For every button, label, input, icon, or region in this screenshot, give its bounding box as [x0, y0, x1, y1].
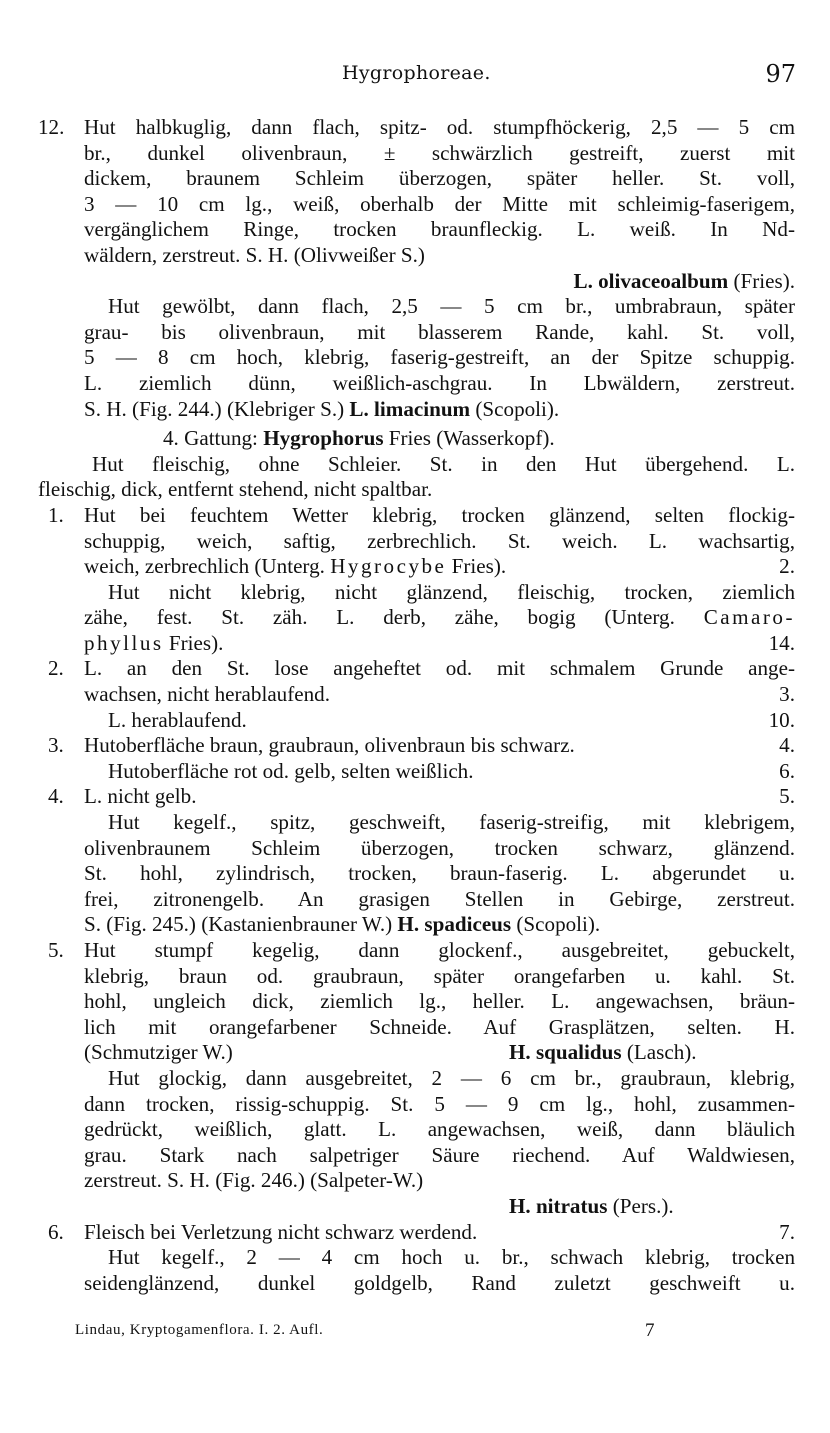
key-reference: 4.: [779, 733, 795, 758]
species-author: (Scopoli).: [470, 396, 560, 421]
text-span: wachsen, nicht herablaufend.: [84, 682, 330, 707]
text-line: fleischig, dick, entfernt stehend, nicht spaltbar.: [38, 477, 433, 502]
genus-name: Hygrophorus: [263, 426, 384, 451]
page-number: 97: [765, 60, 796, 88]
species-name: L. limacinum: [349, 396, 471, 421]
text-span: Fries).: [446, 554, 507, 579]
text-line: Hut gewölbt, dann flach, 2,5 — 5 cm br., umbrabraun, später: [108, 294, 795, 319]
text-line: gedrückt, weißlich, glatt. L. angewachsen, weiß, dann bläulich: [84, 1117, 795, 1142]
species-line: [509, 1194, 674, 1220]
key-number: 4.: [48, 784, 64, 809]
text-span: S. (Fig. 245.) (Kastanienbrauner W.): [84, 912, 398, 937]
text-span: Hut halbkuglig, dann flach, spitz- od. stumpfhöckerig, 2,5 — 5 cm: [84, 115, 795, 139]
text-line: 3 — 10 cm lg., weiß, oberhalb der Mitte mit schleimig-faserigem,: [84, 191, 795, 216]
key-number: 3.: [48, 733, 64, 758]
text-line: [38, 269, 795, 295]
species-author: (Lasch).: [621, 1040, 697, 1065]
species-author: (Scopoli).: [511, 912, 601, 937]
key-reference: 7.: [779, 1219, 795, 1244]
text-line: vergänglichem Ringe, trocken braunfleckig. L. weiß. In Nd-: [84, 217, 795, 242]
species-name: H. spadiceus: [397, 912, 512, 937]
species-line: [574, 269, 796, 295]
genus-heading: [38, 426, 795, 452]
key-reference: 3.: [779, 682, 795, 707]
page-header: [0, 60, 830, 90]
text-line: seidenglänzend, dunkel goldgelb, Rand zuletzt geschweift u.: [84, 1270, 795, 1295]
key-number: 5.: [48, 938, 64, 962]
text-line: zerstreut. S. H. (Fig. 246.) (Salpeter-W.): [84, 1168, 424, 1193]
text-span: Fleisch bei Verletzung nicht schwarz werdend.: [84, 1219, 478, 1244]
text-line: schuppig, weich, saftig, zerbrechlich. St. weich. L. wachsartig,: [84, 528, 795, 553]
text-line: [38, 503, 795, 529]
subgenus-name: Camaro-: [703, 605, 795, 630]
text-span: Hutoberfläche braun, graubraun, olivenbraun bis schwarz.: [84, 733, 575, 758]
key-number: 6.: [48, 1219, 64, 1244]
text-span: L. an den St. lose angeheftet od. mit schmalem Grunde ange-: [84, 656, 795, 681]
text-line: St. hohl, zylindrisch, trocken, braun-faserig. L. abgerundet u.: [84, 861, 795, 886]
text-span: S. H. (Fig. 244.) (Klebriger S.): [84, 396, 350, 421]
text-span: Fries).: [163, 630, 224, 655]
running-title: Hygrophoreae.: [342, 62, 491, 84]
text-line: br., dunkel olivenbraun, ± schwärzlich gestreift, zuerst mit: [84, 140, 795, 165]
text-line: [38, 938, 795, 964]
key-reference: 5.: [779, 784, 795, 809]
text-line: [38, 759, 795, 785]
text-line: [38, 631, 795, 657]
text-line: hohl, ungleich dick, ziemlich lg., heller. L. angewachsen, bräun-: [84, 989, 795, 1014]
key-number: 1.: [48, 502, 64, 527]
text-span: L. nicht gelb.: [84, 784, 197, 809]
key-number: 12.: [38, 115, 65, 139]
key-number: 2.: [48, 656, 64, 681]
subgenus-name: Hygrocybe: [330, 554, 447, 579]
text-span: Hutoberfläche rot od. gelb, selten weißlich.: [108, 758, 474, 783]
text-line: Hut fleischig, ohne Schleier. St. in den Hut übergehend. L.: [92, 451, 795, 476]
text-line: [38, 656, 795, 682]
text-span: zähe, fest. St. zäh. L. derb, zähe, bogig (Unterg.: [84, 605, 704, 630]
text-line: [38, 397, 795, 423]
text-line: [38, 1194, 795, 1220]
text-line: Hut nicht klebrig, nicht glänzend, fleischig, trocken, ziemlich: [108, 579, 795, 604]
species-author: (Pers.).: [607, 1193, 674, 1218]
text-line: [38, 115, 795, 141]
text-line: Hut kegelf., spitz, geschweift, faserig-streifig, mit klebrigem,: [108, 810, 795, 835]
text-line: [38, 912, 795, 938]
text-line: 5 — 8 cm hoch, klebrig, faserig-gestreift, an der Spitze schuppig.: [84, 345, 795, 370]
text-line: [38, 605, 795, 631]
text-line: dann trocken, rissig-schuppig. St. 5 — 9 cm lg., hohl, zusammen-: [84, 1091, 795, 1116]
text-line: [38, 1220, 795, 1246]
text-line: [38, 784, 795, 810]
text-line: grau- bis olivenbraun, mit blasserem Rande, kahl. St. voll,: [84, 319, 795, 344]
text-line: dickem, braunem Schleim überzogen, später heller. St. voll,: [84, 166, 795, 191]
text-span: L. herablaufend.: [108, 707, 247, 732]
key-reference: 14.: [768, 630, 795, 655]
text-line: [38, 708, 795, 734]
text-span: Hut bei feuchtem Wetter klebrig, trocken glänzend, selten flockig-: [84, 502, 795, 527]
text-line: lich mit orangefarbener Schneide. Auf Grasplätzen, selten. H.: [84, 1014, 795, 1039]
text-line: wäldern, zerstreut. S. H. (Olivweißer S.): [84, 242, 425, 267]
text-line: L. ziemlich dünn, weißlich-aschgrau. In Lbwäldern, zerstreut.: [84, 370, 795, 395]
text-line: [38, 1040, 795, 1066]
text-span: (Schmutziger W.): [84, 1040, 233, 1065]
text-line: [38, 554, 795, 580]
text-line: olivenbraunem Schleim überzogen, trocken schwarz, glänzend.: [84, 835, 795, 860]
species-name: L. olivaceoalbum: [573, 268, 729, 293]
text-line: Hut glockig, dann ausgebreitet, 2 — 6 cm br., graubraun, klebrig,: [108, 1065, 795, 1090]
species-name: H. squalidus: [509, 1040, 622, 1065]
text-span: Hut stumpf kegelig, dann glockenf., ausgebreitet, gebuckelt,: [84, 938, 795, 962]
species-line: [509, 1040, 697, 1066]
footer-source: Lindau, Kryptogamenflora. I. 2. Aufl.: [75, 1322, 324, 1338]
page-body: [38, 115, 795, 1296]
species-author: (Fries).: [728, 268, 795, 293]
text-line: [38, 682, 795, 708]
text-line: Hut kegelf., 2 — 4 cm hoch u. br., schwach klebrig, trocken: [108, 1245, 795, 1270]
genus-prefix: 4. Gattung:: [163, 426, 264, 451]
subgenus-name: phyllus: [84, 630, 164, 655]
signature-mark: 7: [645, 1320, 656, 1341]
text-span: weich, zerbrechlich (Unterg.: [84, 554, 331, 579]
page-footer: [75, 1320, 656, 1341]
species-name: H. nitratus: [509, 1193, 608, 1218]
genus-suffix: Fries (Wasserkopf).: [383, 426, 555, 451]
text-line: frei, zitronengelb. An grasigen Stellen in Gebirge, zerstreut.: [84, 886, 795, 911]
key-reference: 10.: [768, 707, 795, 732]
key-reference: 6.: [779, 758, 795, 783]
text-line: klebrig, braun od. graubraun, später orangefarben u. kahl. St.: [84, 963, 795, 988]
text-line: [38, 733, 795, 759]
key-reference: 2.: [779, 554, 795, 579]
text-line: grau. Stark nach salpetriger Säure riechend. Auf Waldwiesen,: [84, 1142, 795, 1167]
